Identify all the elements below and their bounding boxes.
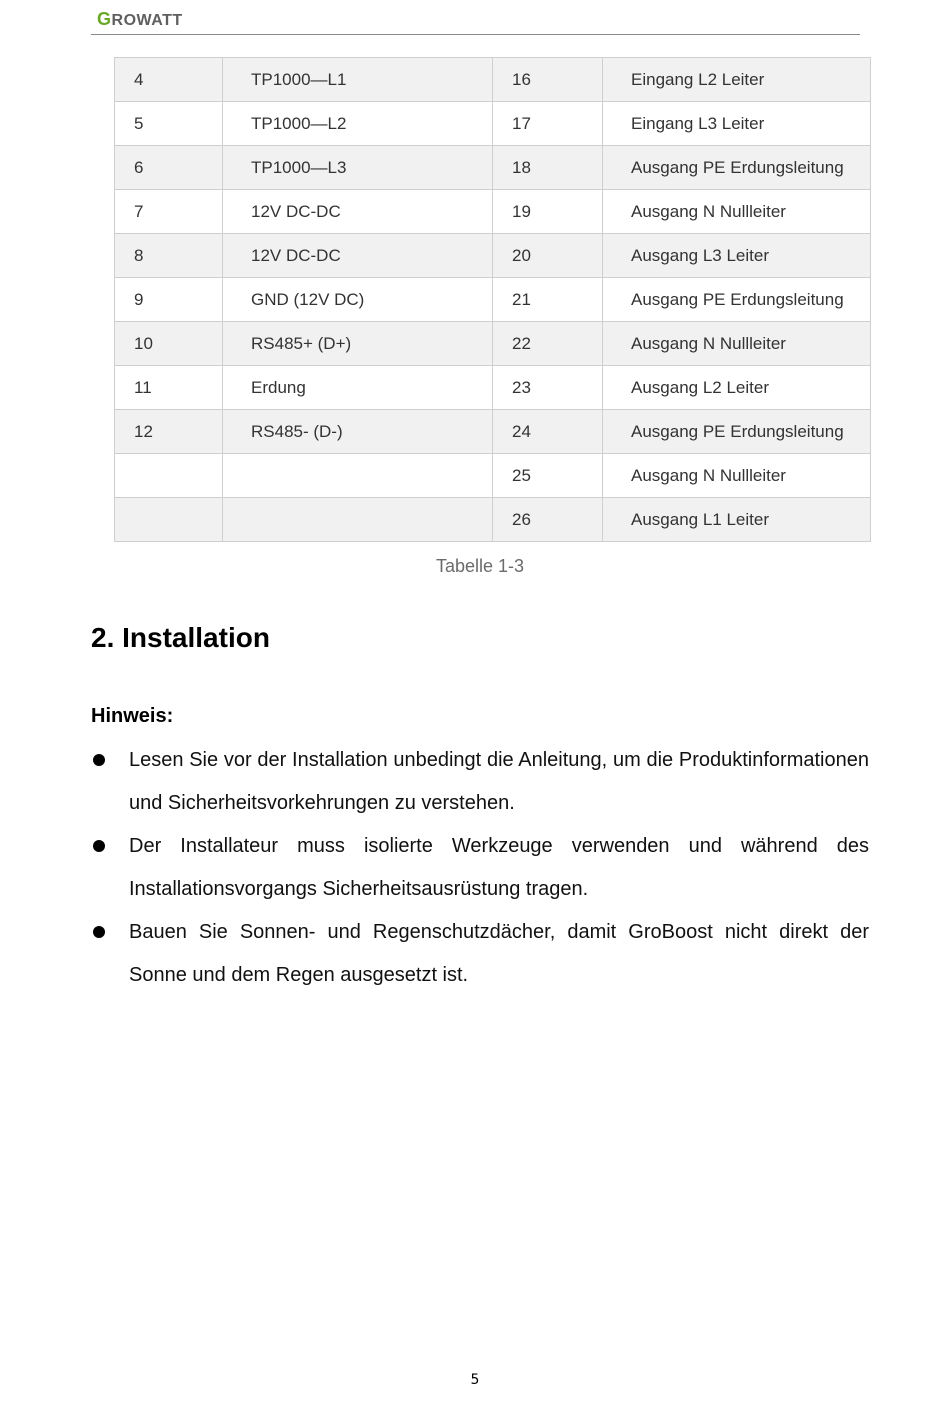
pin-function-cell: Eingang L3 Leiter	[603, 102, 871, 146]
pin-number-cell: 26	[493, 498, 603, 542]
pin-function-cell: Eingang L2 Leiter	[603, 58, 871, 102]
pin-number-cell: 19	[493, 190, 603, 234]
pin-function-cell: Ausgang L3 Leiter	[603, 234, 871, 278]
pin-number-cell: 8	[115, 234, 223, 278]
table-caption: Tabelle 1-3	[435, 556, 525, 576]
pin-number-cell: 16	[493, 58, 603, 102]
pin-number-cell: 7	[115, 190, 223, 234]
pin-function-cell: 12V DC-DC	[223, 190, 493, 234]
table-row	[115, 278, 871, 322]
pin-number-cell: 6	[115, 146, 223, 190]
pin-number-cell: 23	[493, 366, 603, 410]
pin-function-cell: Ausgang N Nullleiter	[603, 322, 871, 366]
table-row	[115, 410, 871, 454]
pin-function-cell: Ausgang L1 Leiter	[603, 498, 871, 542]
pin-function-cell	[223, 498, 493, 542]
pin-number-cell	[115, 498, 223, 542]
page-header	[91, 0, 860, 35]
list-item	[91, 911, 869, 997]
pin-function-cell: Ausgang PE Erdungsleitung	[603, 146, 871, 190]
pin-function-cell: Ausgang N Nullleiter	[603, 454, 871, 498]
pin-function-cell: Ausgang N Nullleiter	[603, 190, 871, 234]
note-list	[91, 739, 869, 997]
table-row	[115, 322, 871, 366]
list-item-text: Lesen Sie vor der Installation unbedingt die Anleitung, um die Produktinformationen und Sicherheitsvorkehrungen zu verstehen.	[129, 749, 869, 814]
table-row	[115, 146, 871, 190]
bullet-icon	[93, 926, 105, 938]
pin-number-cell: 20	[493, 234, 603, 278]
note-label: Hinweis:	[91, 705, 174, 727]
table-row	[115, 366, 871, 410]
pin-number-cell: 4	[115, 58, 223, 102]
pin-function-cell: RS485+ (D+)	[223, 322, 493, 366]
pin-table-body	[115, 58, 871, 542]
pin-function-cell: RS485- (D-)	[223, 410, 493, 454]
pin-number-cell: 17	[493, 102, 603, 146]
table-row	[115, 58, 871, 102]
pin-function-cell: Ausgang PE Erdungsleitung	[603, 278, 871, 322]
pin-function-cell: Ausgang PE Erdungsleitung	[603, 410, 871, 454]
list-item	[91, 825, 869, 911]
table-row	[115, 102, 871, 146]
pin-function-cell: TP1000—L3	[223, 146, 493, 190]
bullet-icon	[93, 754, 105, 766]
page-number: 5	[470, 1372, 480, 1388]
pin-function-cell: Erdung	[223, 366, 493, 410]
pin-function-cell: Ausgang L2 Leiter	[603, 366, 871, 410]
section-title: 2. Installation	[91, 622, 270, 653]
pin-function-cell: 12V DC-DC	[223, 234, 493, 278]
pin-number-cell: 25	[493, 454, 603, 498]
pin-function-cell: TP1000—L1	[223, 58, 493, 102]
pin-number-cell: 5	[115, 102, 223, 146]
pin-function-cell: GND (12V DC)	[223, 278, 493, 322]
pin-number-cell	[115, 454, 223, 498]
bullet-icon	[93, 840, 105, 852]
pin-number-cell: 9	[115, 278, 223, 322]
list-item	[91, 739, 869, 825]
pin-number-cell: 11	[115, 366, 223, 410]
table-row	[115, 498, 871, 542]
pin-function-cell	[223, 454, 493, 498]
list-item-text: Der Installateur muss isolierte Werkzeuge verwenden und während des Installationsvorgangs Sicherheitsausrüstung tragen.	[129, 835, 869, 900]
pin-number-cell: 22	[493, 322, 603, 366]
growatt-logo: GROWATT	[97, 9, 183, 29]
pin-function-cell: TP1000—L2	[223, 102, 493, 146]
table-row	[115, 190, 871, 234]
list-item-text: Bauen Sie Sonnen- und Regenschutzdächer, damit GroBoost nicht direkt der Sonne und dem Regen ausgesetzt ist.	[129, 921, 869, 986]
pin-number-cell: 18	[493, 146, 603, 190]
pin-number-cell: 24	[493, 410, 603, 454]
table-row	[115, 454, 871, 498]
pin-number-cell: 12	[115, 410, 223, 454]
pin-assignment-table	[114, 57, 871, 542]
pin-number-cell: 10	[115, 322, 223, 366]
pin-number-cell: 21	[493, 278, 603, 322]
table-row	[115, 234, 871, 278]
